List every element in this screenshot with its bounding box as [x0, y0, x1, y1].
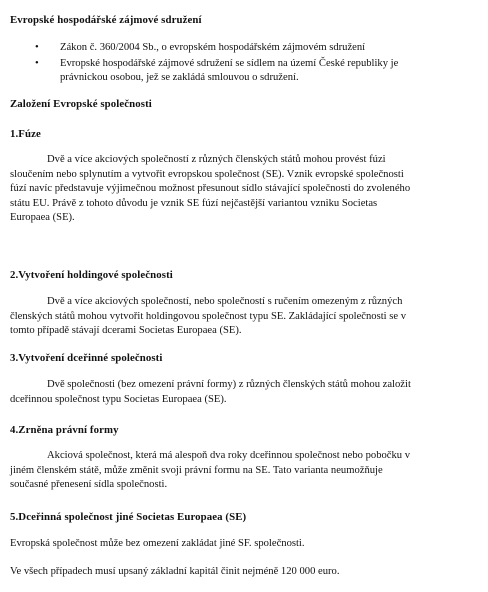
- final-note: [10, 565, 466, 580]
- bullet-list: [26, 41, 466, 87]
- paragraph-line: dceřinnou společnost typu Societas Europaea (SE).: [10, 393, 227, 405]
- section-5-title: 5.Dceřinná společnost jiné Societas Europaea (SE): [10, 511, 247, 523]
- paragraph-line: Dvě společnosti (bez omezení právní formy) z různých členských států mohou založit: [47, 379, 411, 390]
- section-3-title: 3.Vytvoření dceřinné společnosti: [10, 352, 163, 364]
- paragraph-line: Evropská společnost může bez omezení zakládat jiné SF. společnosti.: [10, 538, 305, 549]
- section-1-paragraph: [10, 153, 466, 226]
- paragraph-line: Dvě a více akciových společností z různých členských států mohou provést fúzi: [47, 154, 386, 165]
- list-item: [26, 57, 466, 86]
- paragraph-line: Ve všech případech musí upsaný základní kapitál činit nejméně 120 000 euro.: [10, 566, 340, 577]
- section-5-paragraph: [10, 537, 466, 552]
- bullet-icon: •: [35, 57, 39, 69]
- paragraph-line: sloučením nebo splynutím a vytvořit evropskou společnost (SE). Vznik evropské společnosti: [10, 168, 404, 180]
- section-1-title: 1.Fúze: [10, 128, 41, 140]
- paragraph-line: Akciová společnost, která má alespoň dva roky dceřinnou společnost nebo pobočku v: [47, 450, 411, 461]
- section-4-title: 4.Zrněna právní formy: [10, 424, 119, 436]
- heading-eszz: Evropské hospodářské zájmové sdružení: [10, 14, 202, 26]
- bullet-line: Evropské hospodářské zájmové sdružení se sídlem na území České republiky je: [60, 57, 399, 69]
- section-2-title: 2.Vytvoření holdingové společnosti: [10, 269, 173, 281]
- paragraph-line: současné přenesení sídla společnosti.: [10, 479, 168, 491]
- section-4-paragraph: [10, 449, 466, 493]
- paragraph-line: státu EU. Právě z tohoto důvodu je vznik SE fúzí nejčastější variantou vzniku Societas: [10, 197, 378, 209]
- list-item: [26, 41, 466, 56]
- section-3-paragraph: [10, 378, 466, 407]
- paragraph-line: jiném členském státě, může změnit svoji právní formu na SE. Tato varianta neumožňuje: [10, 464, 383, 476]
- paragraph-line: Dvě a více akciových společností, nebo společností s ručením omezeným z různých: [47, 296, 403, 307]
- paragraph-line: tomto případě stávají dcerami Societas Europaea (SE).: [10, 325, 242, 337]
- paragraph-line: fúzí navíc představuje výjimečnou možnost přesunout sídlo stávající společnosti do zvoleného: [10, 183, 411, 195]
- bullet-icon: •: [35, 42, 39, 53]
- heading-zalozeni: Založení Evropské společnosti: [10, 98, 152, 110]
- bullet-line: Zákon č. 360/2004 Sb., o evropském hospodářském zájmovém sdružení: [60, 42, 366, 53]
- bullet-line: právnickou osobou, jež se zakládá smlouvou o sdružení.: [60, 72, 299, 84]
- paragraph-line: členských států mohou vytvořit holdingovou společnost typu SE. Zakládající společnosti se v: [10, 310, 407, 322]
- section-2-paragraph: [10, 295, 466, 339]
- paragraph-line: Europaea (SE).: [10, 212, 75, 224]
